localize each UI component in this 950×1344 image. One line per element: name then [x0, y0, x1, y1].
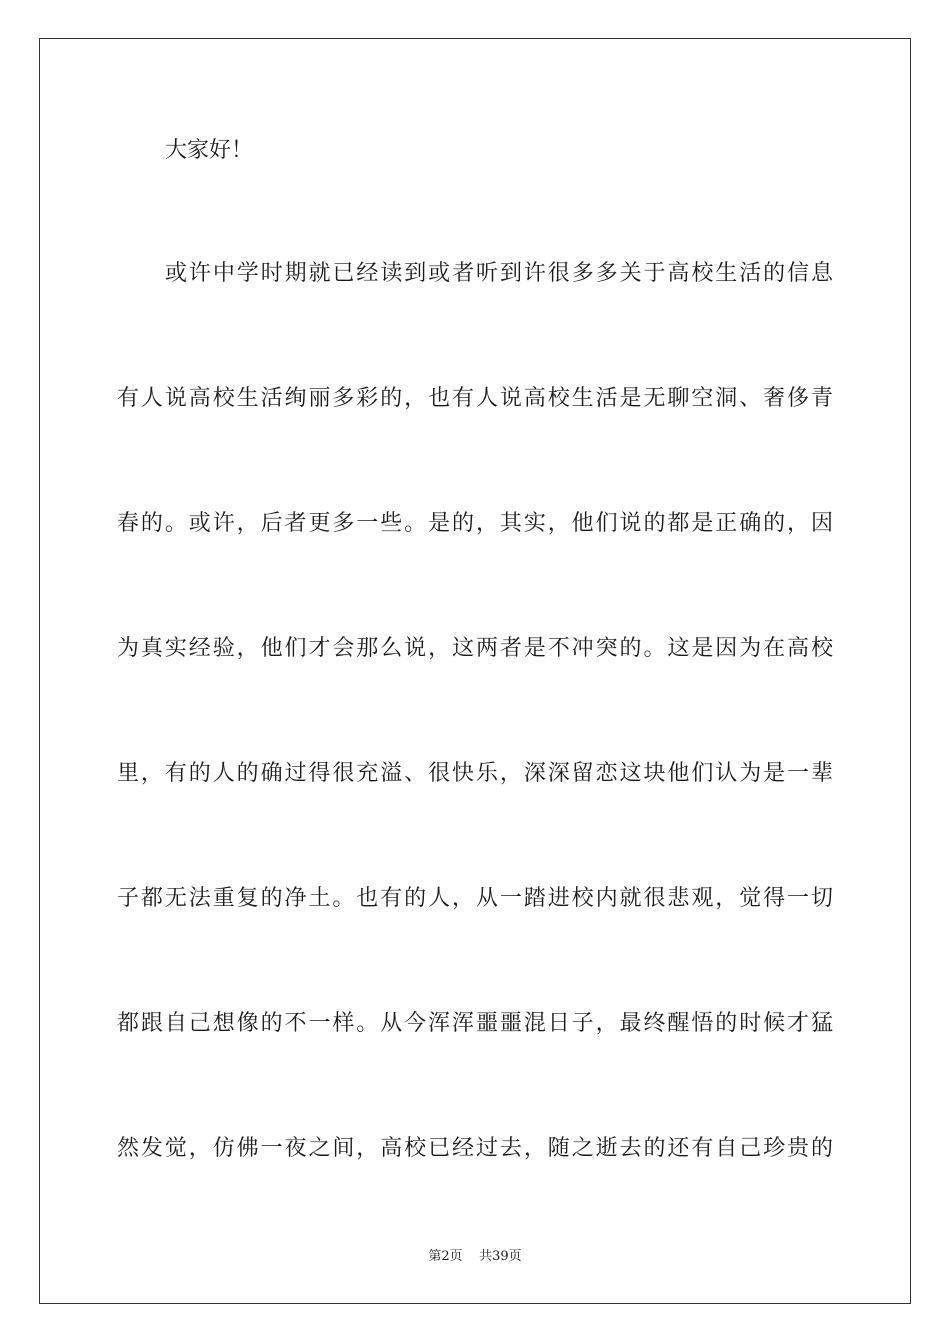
body-line-1: 或许中学时期就已经读到或者听到许很多多关于高校生活的信息 [165, 261, 833, 286]
page-footer [0, 1248, 950, 1266]
body-line-5: 里，有的人的确过得很充溢、很快乐，深深留恋这块他们认为是一辈 [117, 761, 833, 786]
page-number: 第2页 [428, 1249, 463, 1264]
body-line-2: 有人说高校生活绚丽多彩的，也有人说高校生活是无聊空洞、奢侈青 [117, 386, 833, 411]
body-line-6: 子都无法重复的净土。也有的人，从一踏进校内就很悲观，觉得一切 [117, 886, 833, 911]
body-line-3: 春的。或许，后者更多一些。是的，其实，他们说的都是正确的，因 [117, 511, 833, 536]
page-total: 共39页 [479, 1249, 522, 1264]
body-line-4: 为真实经验，他们才会那么说，这两者是不冲突的。这是因为在高校 [117, 636, 833, 661]
greeting-text: 大家好！ [165, 138, 254, 163]
body-line-8: 然发觉，仿佛一夜之间，高校已经过去，随之逝去的还有自己珍贵的 [117, 1136, 833, 1161]
page-border [39, 38, 911, 1304]
body-line-7: 都跟自己想像的不一样。从今浑浑噩噩混日子，最终醒悟的时候才猛 [117, 1011, 833, 1036]
